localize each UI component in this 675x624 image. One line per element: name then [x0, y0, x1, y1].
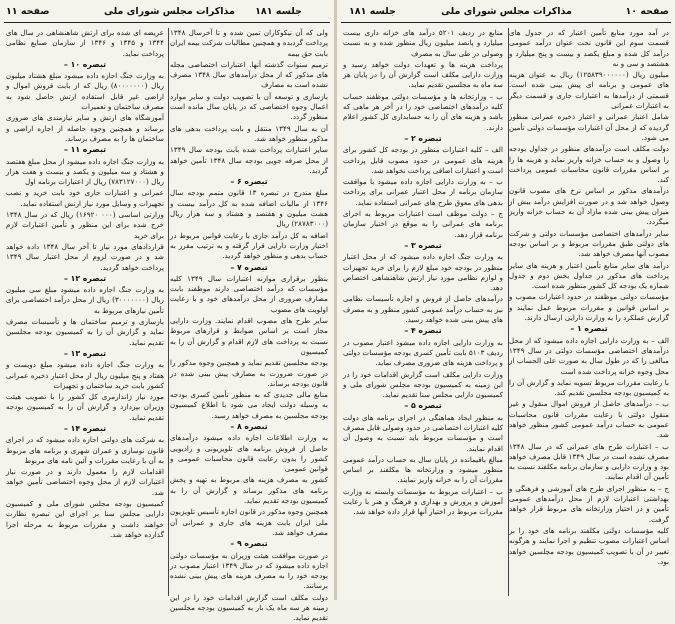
paragraph: مبالغ باقیمانده در پایان سال به حساب درآمد عمومی منظور میشود و وزارتخانه ها مکلفند بر اساس مقررات آن را به خزانه واریز نمایند.	[343, 454, 503, 485]
paragraph: ترمیم سنوات گذشته آنها. اعتبارات اختصاصی مجله های مذکور که از محل درآمدهای سال ۱۳۴۸ مصرف نشده است به مصارف	[170, 59, 328, 90]
header-rule	[4, 22, 330, 23]
header-title: مذاکرات مجلس شورای ملی	[104, 6, 235, 17]
column-divider	[508, 28, 509, 596]
paragraph: درآمد های سایر منابع تأمین اعتبار و هزینه های سایر پرداخت های مذکور در جداول بخش دوم و جدول شماره یک بودجه کل کشور منظور شده است.	[509, 260, 669, 291]
paragraph: به وزارت جنگ اجازه داده میشود مبلغ هشتاد میلیون ریال (۸۰۰۰۰۰۰۰) ریال که از بابت فروش اموال و اراضی غیر قابل استفاده ارتش حاصل شود به مصرف ساختمان و تعمیرات	[6, 71, 164, 112]
section-heading: تبصره ۱۳ –	[63, 348, 107, 358]
paragraph: سایر طرح های مصوب اقدام نمایند. وزارت دارایی مجاز است بر اساس ضوابط و قرارهای مربوط نسبت به پرداخت های لازم اقدام و گزارش آن را به کمیسیون	[170, 316, 328, 356]
paragraph: ب – اعتبارات مربوط به مؤسسات وابسته به وزارت آموزش و پرورش و بهداری و فرهنگ و هنر با رعایت مقررات مربوط در اختیار آنها قرار داده خواهد شد.	[343, 486, 503, 517]
paragraph: ج – دولت موظف است اعتبارات مربوط به اجرای برنامه های عمرانی را به موقع در اختیار سازمان برنامه قرار دهد.	[343, 209, 503, 239]
paragraph: آن به سال ۱۳۴۹ منتقل و بابت پرداخت بدهی های مذکور منظور خواهد شد.	[170, 123, 328, 143]
paragraph: بازسازی و ترمیم ساختمان ها و تأسیسات مصرف نماید و گزارش آن را به کمیسیون بودجه مجلسین تقدیم نماید.	[6, 317, 164, 347]
paragraph: منابع در ردیف ۵۲۰۱ درآمد های خزانه داری بیست میلیارد و پانصد میلیون ریال منظور شده و به نسبت وصولی در طی سال به مصرف	[343, 28, 503, 58]
paragraph: دولت مکلف است گزارش اقدامات خود را در این زمینه هر سه ماه یک بار به کمیسیون بودجه مجلسین تقدیم نماید.	[170, 592, 328, 623]
section-heading: تبصره ۸ –	[230, 421, 268, 431]
text-columns	[343, 28, 669, 596]
paragraph: همچنین وجوه مذکور در قانون اجازه تأسیس تلویزیون ملی ایران بابت هزینه های جاری و عمرانی آن مصرف خواهد شد.	[170, 507, 328, 537]
section-heading: تبصره ۹ –	[230, 539, 268, 549]
section-heading: تبصره ۲ –	[404, 133, 442, 143]
paragraph: در آمد مورد منابع تأمین اعتبار که در جدول های قسمت سوم این قانون تحت عنوان درآمد عمومی درآمد کل شده و مبلغ یکصد و بیست و پنج میلیارد و هشتصد و سی و نه	[509, 28, 669, 68]
paragraph: بازسازی و توسعه آن با تصویب دولت و سایر موارد اعمال وجوه اختصاصی که در پایان سال مانده است منظور گردد.	[170, 91, 328, 122]
paragraph: به وزارت اطلاعات اجازه داده میشود درآمدهای حاصل از فروش برنامه های تلویزیونی و رادیویی کشور را بدون رعایت قانون محاسبات عمومی و قوانین عمومی	[170, 433, 328, 474]
paragraph: بنظور برقراری موازنه اعتبارات سال ۱۳۴۹ کلیه مؤسسات که درآمد اختصاصی دارند موظفند بابت مصارف ضروری از محل درآمدهای خود و با رعایت اولویت های مصوب	[170, 273, 328, 314]
paragraph: درآمدهای مذکور بر اساس نرخ های مصوب قانون وصول خواهد شد و در صورت افزایش درآمد بیش از میزان پیش بینی شده مازاد آن به حساب خزانه واریز میگردد.	[509, 186, 669, 227]
section-heading: تبصره ۱۲ –	[63, 273, 107, 283]
page-right	[337, 0, 675, 600]
paragraph: ب – اعتبارات طرح های عمرانی که در سال ۱۳۴۸ مصرف نشده است در سال ۱۳۴۹ قابل مصرف خواهد بود و وزارت دارایی و سازمان برنامه مکلفند نسبت به تأمین آن اقدام نمایند.	[509, 441, 670, 482]
section-heading: تبصره ۷ –	[230, 262, 268, 272]
paragraph: منابع مالی جدیدی که به منظور تأمین کسری بودجه به وسیله دولت ایجاد می شود با اطلاع کمیسیون بودجه مجلسین به مصرف خواهد رسید.	[170, 390, 328, 420]
paragraph: سایر درآمدهای اختصاصی مؤسسات دولتی و شرکت های دولتی طبق مقررات مربوط و بر اساس بودجه مصوب آنها مصرف خواهد شد.	[509, 228, 669, 259]
paragraph: کشور به مصرف هزینه های مربوط به تهیه و پخش برنامه های مذکور برساند و گزارش آن را به کمیسیون بودجه تقدیم نماید.	[170, 475, 328, 506]
section-heading: تبصره ۱۴ –	[63, 423, 107, 433]
paragraph: آموزشگاه های ارتش و سایر نیازمندی های ضروری برساند و همچنین وجوه حاصله از اجاره اراضی و ساختمان ها را به مصرف برساند.	[6, 113, 164, 143]
paragraph: الف – به وزارت دارایی اجازه داده میشود که از محل درآمدهای اختصاصی مؤسسات دولتی در سال ۱۳۴۹ مبالغی را که در طول سال به صورت علی الحساب از محل وجوه خزانه پرداخت شده است	[509, 335, 669, 376]
column-left	[6, 28, 164, 596]
section-heading: تبصره ۶ –	[230, 177, 268, 187]
paragraph: در صورت موافقت هیئت وزیران به مؤسسات دولتی اجازه داده میشود که در سال ۱۳۴۹ اعتبار مصوب در بودجه خود را به مصرف هزینه های پیش بینی نشده برسانند.	[170, 550, 328, 591]
paragraph: ولی که آن نیکوکاران تمین شده و تا آخرسال ۱۳۴۸ پرداخت گردیده و همچنین مطالبات شرکت بیمه ایران بابت حق بیمه	[170, 28, 328, 58]
paragraph: میلیون ریال (۱۲۵۸۳۹۰۰۰۰۰۰) ریال به عنوان هزینه های عمومی و برنامه ای پیش بینی شده است. قسمتی از درآمدها به اعتبارات جاری و قسمت دیگر به اعتبارات عمرانی	[509, 70, 669, 111]
paragraph: مورد نیاز ژاندارمری کل کشور را با تصویب هیئت وزیران بپردازد و گزارش آن را به کمیسیون بودجه تقدیم نماید.	[6, 392, 164, 422]
paragraph: درآمدهای حاصل از فروش و اجاره تأسیسات نظامی نیز به حساب درآمد عمومی کشور منظور و به مصرف های پیش بینی شده خواهد رسید.	[343, 294, 503, 325]
paragraph: دولت مکلف است درآمدهای منظور در جداول بودجه را وصول و به حساب خزانه واریز نماید و هزینه ها را بر اساس مقررات قانون محاسبات عمومی پرداخت کند.	[509, 144, 669, 185]
paragraph: وزارتی اساسی (۰۰۰ ۱۶۹۲۰) ریال که در سال ۱۳۴۸ خرج شده برای این منظور و تأمین اعتبارات لازم برای خرید	[6, 210, 164, 240]
paragraph: کمیسیون بودجه مجلس شورای ملی و کمیسیون دارایی مجلس سنا بر اجرای این تبصره نظارت خواهند داشت و مقررات مربوط به مرحله اجرا گذارده خواهد شد.	[6, 499, 164, 539]
paragraph: بودجه مجلسین تقدیم نماید و همچنین وجوه مذکور را در صورت ضرورت به مصارف پیش بینی شده در قانون بودجه برساند.	[170, 358, 328, 388]
paragraph: اضافه به کل درآمد جاری با رعایت قوانین مربوط در اختیار وزارت دارایی قرار گرفته و به ترتیب مقرر به حساب بدهی و منظور خواهد گردید.	[170, 230, 328, 261]
header-title: مذاکرات مجلس شورای ملی	[441, 6, 572, 17]
session-number: جلسه ۱۸۱	[349, 6, 396, 17]
paragraph: اقدامات لازم را معمول دارند و در صورت نیاز اعتبارات لازم از محل وجوه اختصاصی تأمین خواهد شد.	[6, 467, 164, 497]
page-number: صفحه ۱۱	[6, 6, 50, 17]
section-heading: تبصره ۴ –	[404, 326, 442, 336]
paragraph: مبلغ مندرج در تبصره ۱۳ قانون متمم بودجه سال ۱۳۴۶ از مالیات اضافه شده به کل درآمد بیست و هشت میلیون و هفتصد و هشتاد و سه هزار ریال (۲۸۷۸۳۰۰۰) ریال	[170, 188, 328, 229]
paragraph: به وزارت جنگ اجازه داده میشود که از محل اعتبار منظور در بودجه خود مبلغ لازم را برای خرید تجهیزات و لوازم نظامی مورد نیاز ارتش شاهنشاهی اختصاص دهد.	[343, 252, 503, 293]
paragraph: ج – به منظور اجرای طرح های آموزشی و فرهنگی و بهداشتی اعتبارات لازم از محل درآمدهای عمومی تأمین و در اختیار وزارتخانه های مربوط قرار خواهد گرفت.	[509, 483, 669, 524]
paragraph: به منظور ایجاد هماهنگی در اجرای برنامه های دولت کلیه اعتبارات اختصاصی در حدود وصولی قابل مصرف است و مؤسسات مربوط باید نسبت به وصول آن اقدام نمایند.	[343, 412, 503, 453]
section-heading: تبصره ۱۱ –	[63, 145, 107, 155]
page-header-left	[4, 2, 330, 26]
paragraph: به وزارت جنگ اجازه داده میشود مبلغ دویست و هفتاد و پنج میلیون ریال از محل اعتبار ذخیره عمرانی کشور بابت خرید ساختمان و تجهیزات	[6, 360, 164, 390]
paragraph: عمرانی و اعتبارات جاری خود بابت خرید و نصب تجهیزات و وسایل مورد نیاز ارتش استفاده نماید.	[6, 188, 164, 208]
paragraph: ب – وزارتخانه ها و مؤسسات دولتی موظفند حساب کلیه درآمدهای اختصاصی خود را در آخر هر ماهی که باشد و هزینه های آن را به حسابداری کل کشور اعلام دارند.	[343, 91, 503, 132]
column-right	[170, 28, 328, 623]
paragraph: ب – به وزارت دارایی اجازه داده میشود با موافقت سازمان برنامه از محل اعتبار عمرانی برای پرداخت بدهی های معوق طرح های عمرانی استفاده نماید.	[343, 177, 503, 207]
column-divider	[168, 28, 169, 596]
page-number: صفحه ۱۰	[625, 6, 669, 17]
paragraph: مؤسسات دولتی موظفند در حدود اعتبارات مصوب و بر اساس قوانین و مقررات مربوط عمل نمایند و گزارش عملکرد را به وزارت دارایی ارسال دارند.	[509, 292, 669, 323]
section-heading: تبصره ۱۰ –	[63, 59, 107, 69]
paragraph: عریضه ای شده برای ارتش شاهنشاهی در سال های ۱۳۴۴ و ۱۳۴۵ و ۱۳۴۶ از سازمان صنایع نظامی پرداخت نماید.	[6, 28, 165, 58]
column-left	[343, 28, 503, 596]
header-rule	[341, 22, 671, 23]
paragraph: پرداخت هزینه ها و تعهدات دولت خواهد رسید و وزارت دارایی مکلف است گزارش آن را در پایان هر سه ماه به مجلسین تقدیم نماید.	[343, 59, 503, 90]
text-columns	[6, 28, 328, 623]
page-header-right	[341, 2, 671, 26]
paragraph: سایر اعتبارات پرداخت شده بابت بودجه سال ۱۳۴۹ از محل صرفه جویی بودجه سال ۱۳۴۸ تأمین خواهد گردید.	[170, 145, 328, 175]
paragraph: الف – کلیه اعتبارات منظور در بودجه کل کشور برای هزینه های عمومی در حدود مصوب قابل پرداخت است و اعتبارات اضافی پرداخت نخواهد شد.	[343, 145, 503, 175]
paragraph: کلیه مؤسسات دولتی مکلفند برنامه های خود را بر اساس اعتبارات مصوب تنظیم و اجرا نمایند و هرگونه تغییر در آن با تصویب کمیسیون بودجه مجلسین خواهد بود.	[509, 525, 669, 566]
paragraph: به وزارت جنگ اجازه داده میشود مبلغ سی میلیون ریال (۳۰۰۰۰۰۰۰) ریال از محل درآمد اختصاصی برای تأمین نیازهای مربوط به	[6, 285, 164, 315]
paragraph: وزارت دارایی مکلف است گزارش اقدامات خود را در این زمینه به کمیسیون بودجه مجلس شورای ملی و کمیسیون دارایی مجلس سنا تقدیم نماید.	[343, 369, 503, 400]
section-heading: تبصره ۳ –	[404, 240, 442, 250]
session-number: جلسه ۱۸۱	[255, 6, 302, 17]
paragraph: با رعایت مقررات مربوط تسویه نماید و گزارش آن را به کمیسیون بودجه مجلسین تقدیم کند.	[509, 377, 669, 398]
page-left	[0, 0, 334, 623]
section-heading: تبصره ۵ –	[404, 401, 442, 411]
paragraph: قراردادهای مورد نیاز تا آخر سال ۱۳۴۸ داده خواهد شد و در صورت لزوم از محل اعتبار سال ۱۳۴۹ پرداخت خواهد گردید.	[6, 241, 164, 272]
paragraph: به وزارت دارایی اجازه داده میشود اعتبار مصوب در ردیف ۵۱۰۳ بابت تأمین کسری بودجه مؤسسات دولتی و پرداخت هزینه های ضروری مصرف نماید.	[343, 337, 503, 368]
paragraph: ب – درآمدهای حاصل از فروش اموال منقول و غیر منقول دولتی با رعایت مقررات قانون محاسبات عمومی به حساب درآمد عمومی کشور منظور خواهد شد.	[509, 399, 669, 440]
paragraph: به وزارت جنگ اجازه داده میشود از محل مبلغ هفتصد و هشتاد و سه میلیون و یکصد و بیست و هفت هزار ریال (۷۸۳۱۲۷۰۰۰) ریال از اعتبارات برنامه اول	[6, 156, 164, 187]
column-right	[509, 28, 669, 596]
paragraph: به شرکت های دولتی اجازه داده میشود که در اجرای قانون نوسازی و عمران شهری و برنامه های مربوط به آن با رعایت مقررات و آئین نامه های مربوط	[6, 435, 164, 465]
section-heading: تبصره ۱ –	[570, 324, 608, 334]
paragraph: شامل اعتبار عمرانی و اعتبار ذخیره عمرانی منظور گردیده که از محل آن اعتبارات مؤسسات دولتی تأمین می شود.	[509, 112, 669, 142]
